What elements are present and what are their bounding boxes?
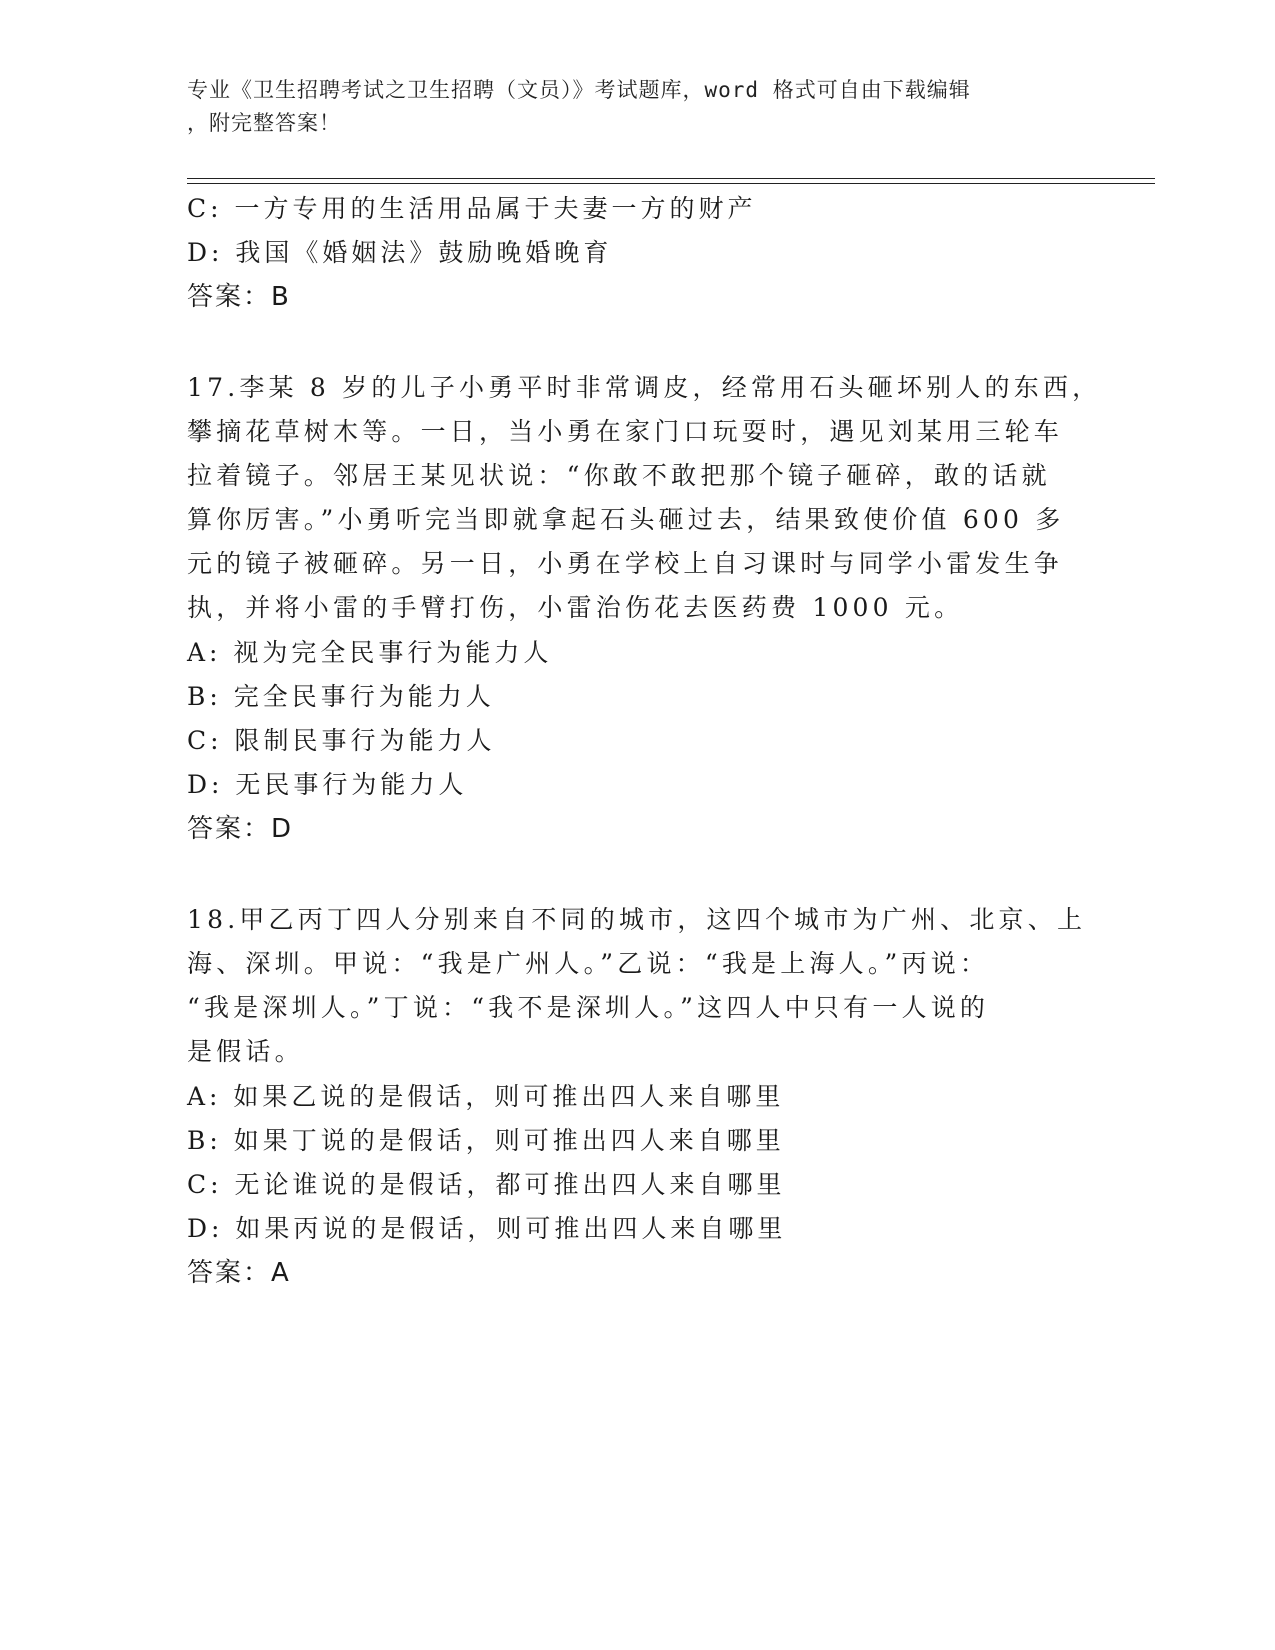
q18-option-c: C: 无论谁说的是假话，都可推出四人来自哪里 bbox=[187, 1170, 786, 1199]
q17-stem-line-2: 攀摘花草树木等。一日，当小勇在家门口玩耍时，遇见刘某用三轮车 bbox=[187, 417, 1064, 446]
q17-stem-line-6: 执，并将小雷的手臂打伤，小雷治伤花去医药费 1000 元。 bbox=[187, 593, 964, 622]
q18-stem-line-4: 是假话。 bbox=[187, 1037, 304, 1066]
q18-answer: 答案：A bbox=[187, 1258, 291, 1288]
q18-stem-line-2: 海、深圳。甲说：“我是广州人。”乙说：“我是上海人。”丙说： bbox=[187, 949, 990, 978]
q17-stem-line-3: 拉着镜子。邻居王某见状说：“你敢不敢把那个镜子砸碎，敢的话就 bbox=[187, 461, 1051, 490]
header-line-1: 专业《卫生招聘考试之卫生招聘（文员）》考试题库，word 格式可自由下载编辑 bbox=[187, 78, 971, 102]
q17-stem-line-5: 元的镜子被砸碎。另一日，小勇在学校上自习课时与同学小雷发生争 bbox=[187, 549, 1064, 578]
q18-option-b: B: 如果丁说的是假话，则可推出四人来自哪里 bbox=[187, 1126, 785, 1155]
q17-stem-line-1: 17.李某 8 岁的儿子小勇平时非常调皮，经常用石头砸坏别人的东西， bbox=[187, 373, 1102, 402]
prev-option-d: D: 我国《婚姻法》鼓励晚婚晚育 bbox=[187, 238, 613, 267]
document-header bbox=[187, 74, 1077, 140]
prev-option-c: C: 一方专用的生活用品属于夫妻一方的财产 bbox=[187, 194, 757, 223]
header-divider-top bbox=[187, 178, 1155, 179]
q18-stem-line-3: “我是深圳人。”丁说：“我不是深圳人。”这四人中只有一人说的 bbox=[187, 993, 990, 1022]
prev-answer: 答案：B bbox=[187, 282, 291, 312]
q17-option-a: A: 视为完全民事行为能力人 bbox=[187, 638, 553, 667]
header-divider-bottom bbox=[187, 183, 1155, 184]
q18-stem-line-1: 18.甲乙丙丁四人分别来自不同的城市，这四个城市为广州、北京、上 bbox=[187, 905, 1087, 934]
q17-answer: 答案：D bbox=[187, 814, 294, 844]
q17-stem-line-4: 算你厉害。”小勇听完当即就拿起石头砸过去，结果致使价值 600 多 bbox=[187, 505, 1065, 534]
header-line-2: ，附完整答案！ bbox=[187, 111, 341, 135]
q17-option-d: D: 无民事行为能力人 bbox=[187, 770, 468, 799]
q17-option-c: C: 限制民事行为能力人 bbox=[187, 726, 496, 755]
q17-option-b: B: 完全民事行为能力人 bbox=[187, 682, 495, 711]
q18-option-d: D: 如果丙说的是假话，则可推出四人来自哪里 bbox=[187, 1214, 787, 1243]
q18-option-a: A: 如果乙说的是假话，则可推出四人来自哪里 bbox=[187, 1082, 785, 1111]
